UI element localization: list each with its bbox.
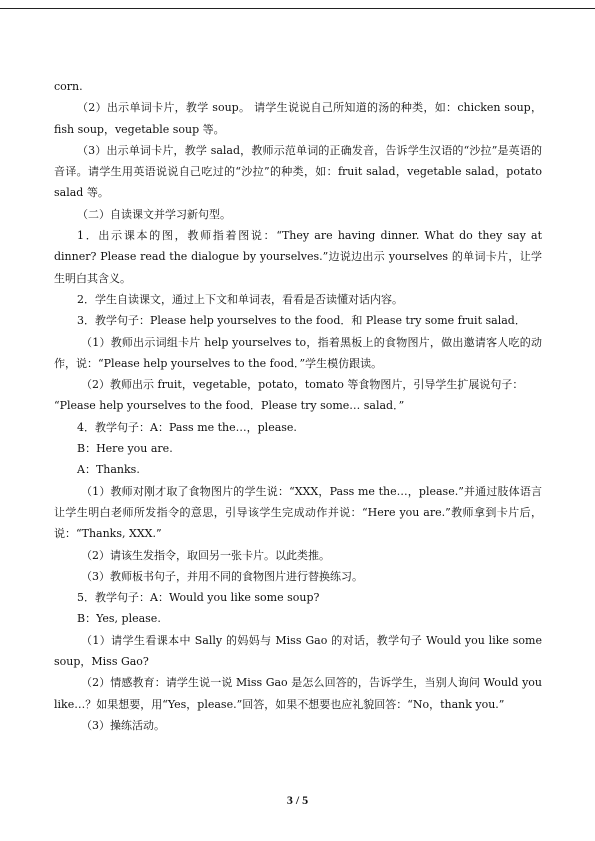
step-2-self-read: 2．学生自读课文，通过上下文和单词表，看看是否读懂对话内容。 (77, 292, 403, 306)
top-rule (0, 8, 595, 9)
dialogue-line-b-yes: B：Yes, please. (77, 612, 161, 626)
section-heading-read-text: （二）自读课文并学习新句型。 (77, 207, 231, 221)
page-number: 3 / 5 (286, 793, 309, 807)
step-3-sub-1: （1）教师出示词组卡片 help yourselves to，指着黑板上的食物图片，做出邀请客人吃的动作，说：“Please help yourselves to the food．”学生模仿跟读。 (54, 335, 542, 370)
step-4-sub-2: （2）请该生发指令，取回另一张卡片。以此类推。 (81, 548, 330, 562)
step-5-sub-2: （2）情感教育：请学生说一说 Miss Gao 是怎么回答的，告诉学生，当别人询问 Would you like…？如果想要，用“Yes，please.”回答，如果不想要也应礼貌回答：“No，thank you.” (54, 676, 542, 711)
paragraph-corn: corn. (54, 80, 83, 93)
step-4-sub-1: （1）教师对刚才取了食物图片的学生说：“XXX，Pass me the…，please.”并通过肢体语言让学生明白老师所发指令的意思，引导该学生完成动作并说：“Here you are.”教师拿到卡片后，说：“Thanks, XXX.” (54, 484, 542, 541)
step-3-sub-2-quote: “Please help yourselves to the food．Please try some… salad．” (54, 399, 405, 413)
step-5-sub-3: （3）操练活动。 (81, 718, 165, 732)
paragraph-soup: （2）出示单词卡片，教学 soup。 请学生说说自己所知道的汤的种类，如：chicken soup，fish soup，vegetable soup 等。 (54, 101, 542, 136)
step-4-teach-sentences: 4．教学句子：A：Pass me the…，please. (77, 420, 297, 434)
step-5-teach-sentences: 5．教学句子：A：Would you like some soup? (77, 591, 320, 605)
step-5-sub-1: （1）请学生看课本中 Sally 的妈妈与 Miss Gao 的对话，教学句子 Would you like some soup，Miss Gao? (54, 633, 542, 669)
step-4-sub-3: （3）教师板书句子，并用不同的食物图片进行替换练习。 (81, 569, 363, 583)
paragraph-salad: （3）出示单词卡片，教学 salad，教师示范单词的正确发音，告诉学生汉语的“沙拉”是英语的音译。请学生用英语说说自己吃过的“沙拉”的种类，如：fruit salad，vegetable salad，potato salad 等。 (54, 143, 542, 200)
step-1-show-picture: 1．出示课本的图，教师指着图说：“They are having dinner. What do they say at dinner? Please read the dialogue by yourselves.”边说边出示 yourselves 的单词卡片，让学生明白其含义。 (54, 229, 542, 285)
dialogue-line-b: B：Here you are. (77, 442, 173, 456)
document-body (54, 76, 542, 736)
step-3-teach-sentences: 3．教学句子：Please help yourselves to the food．和 Please try some fruit salad． (77, 314, 526, 328)
step-3-sub-2: （2）教师出示 fruit，vegetable，potato，tomato 等食物图片，引导学生扩展说句子： (81, 378, 524, 392)
dialogue-line-a: A：Thanks. (77, 463, 140, 477)
